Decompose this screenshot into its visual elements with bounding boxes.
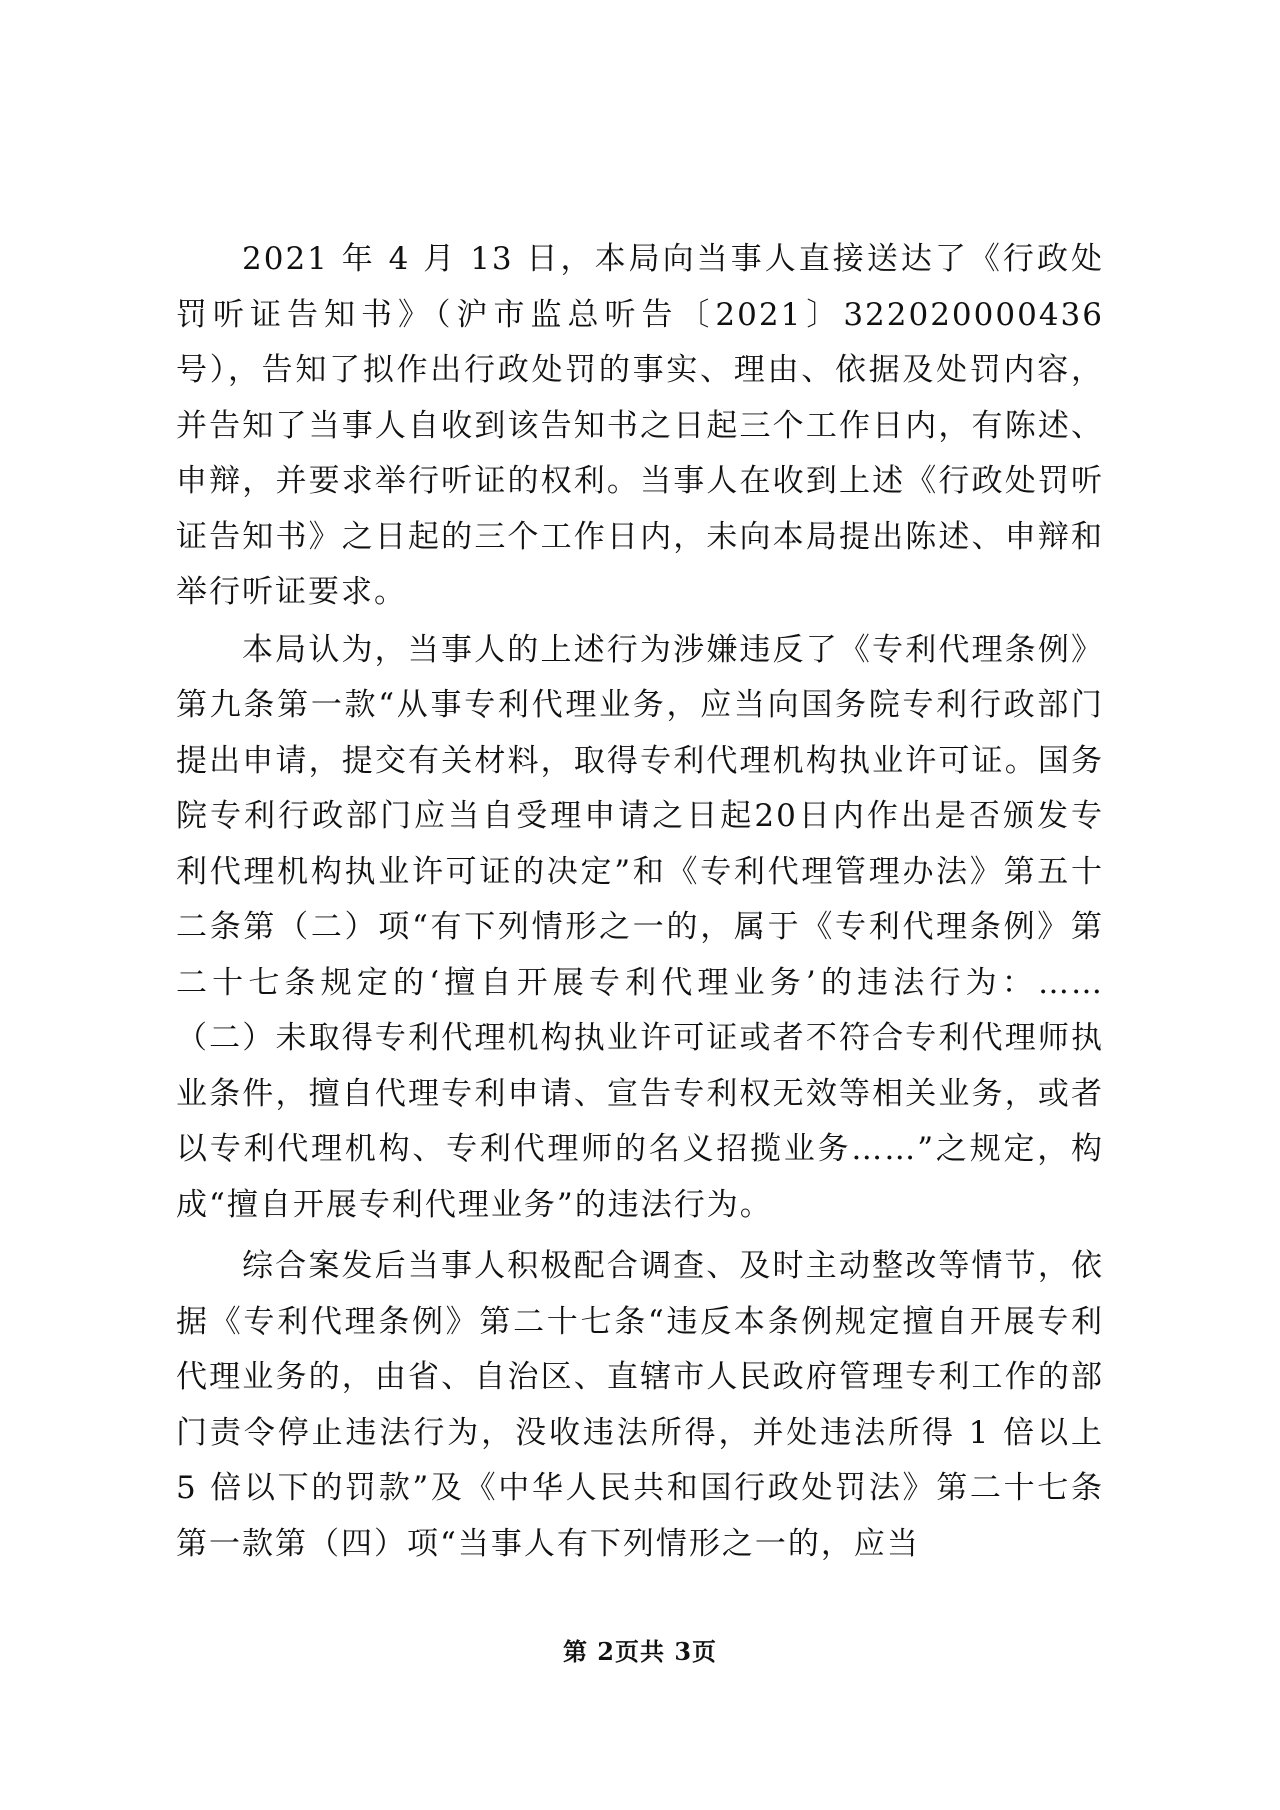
page-number-footer: 第 2页共 3页 — [562, 1637, 718, 1666]
paragraph-hearing-notice: 2021 年 4 月 13 日，本局向当事人直接送达了《行政处罚听证告知书》（沪市监总听告〔2021〕322020000436 号），告知了拟作出行政处罚的事实、理由、依据及处罚内容，并告知了当事人自收到该告知书之日起三个工作日内，有陈述、申辩，并要求举行听证的权利。当事人在收到上述《行政处罚听证告知书》之日起的三个工作日内，未向本局提出陈述、申辩和举行听证要求。 — [176, 241, 1104, 610]
paragraph-penalty-basis: 综合案发后当事人积极配合调查、及时主动整改等情节，依据《专利代理条例》第二十七条“违反本条例规定擅自开展专利代理业务的，由省、自治区、直辖市人民政府管理专利工作的部门责令停止违法行为，没收违法所得，并处违法所得 1 倍以上 5 倍以下的罚款”及《中华人民共和国行政处罚法》第二十七条第一款第（四）项“当事人有下列情形之一的，应当 — [176, 1248, 1104, 1562]
paragraph-legal-finding: 本局认为，当事人的上述行为涉嫌违反了《专利代理条例》第九条第一款“从事专利代理业务，应当向国务院专利行政部门提出申请，提交有关材料，取得专利代理机构执业许可证。国务院专利行政部门应当自受理申请之日起20日内作出是否颁发专利代理机构执业许可证的决定”和《专利代理管理办法》第五十二条第（二）项“有下列情形之一的，属于《专利代理条例》第二十七条规定的‘擅自开展专利代理业务’的违法行为：……（二）未取得专利代理机构执业许可证或者不符合专利代理师执业条件，擅自代理专利申请、宣告专利权无效等相关业务，或者以专利代理机构、专利代理师的名义招揽业务……”之规定，构成“擅自开展专利代理业务”的违法行为。 — [176, 631, 1104, 1223]
document-body — [176, 232, 1104, 1578]
